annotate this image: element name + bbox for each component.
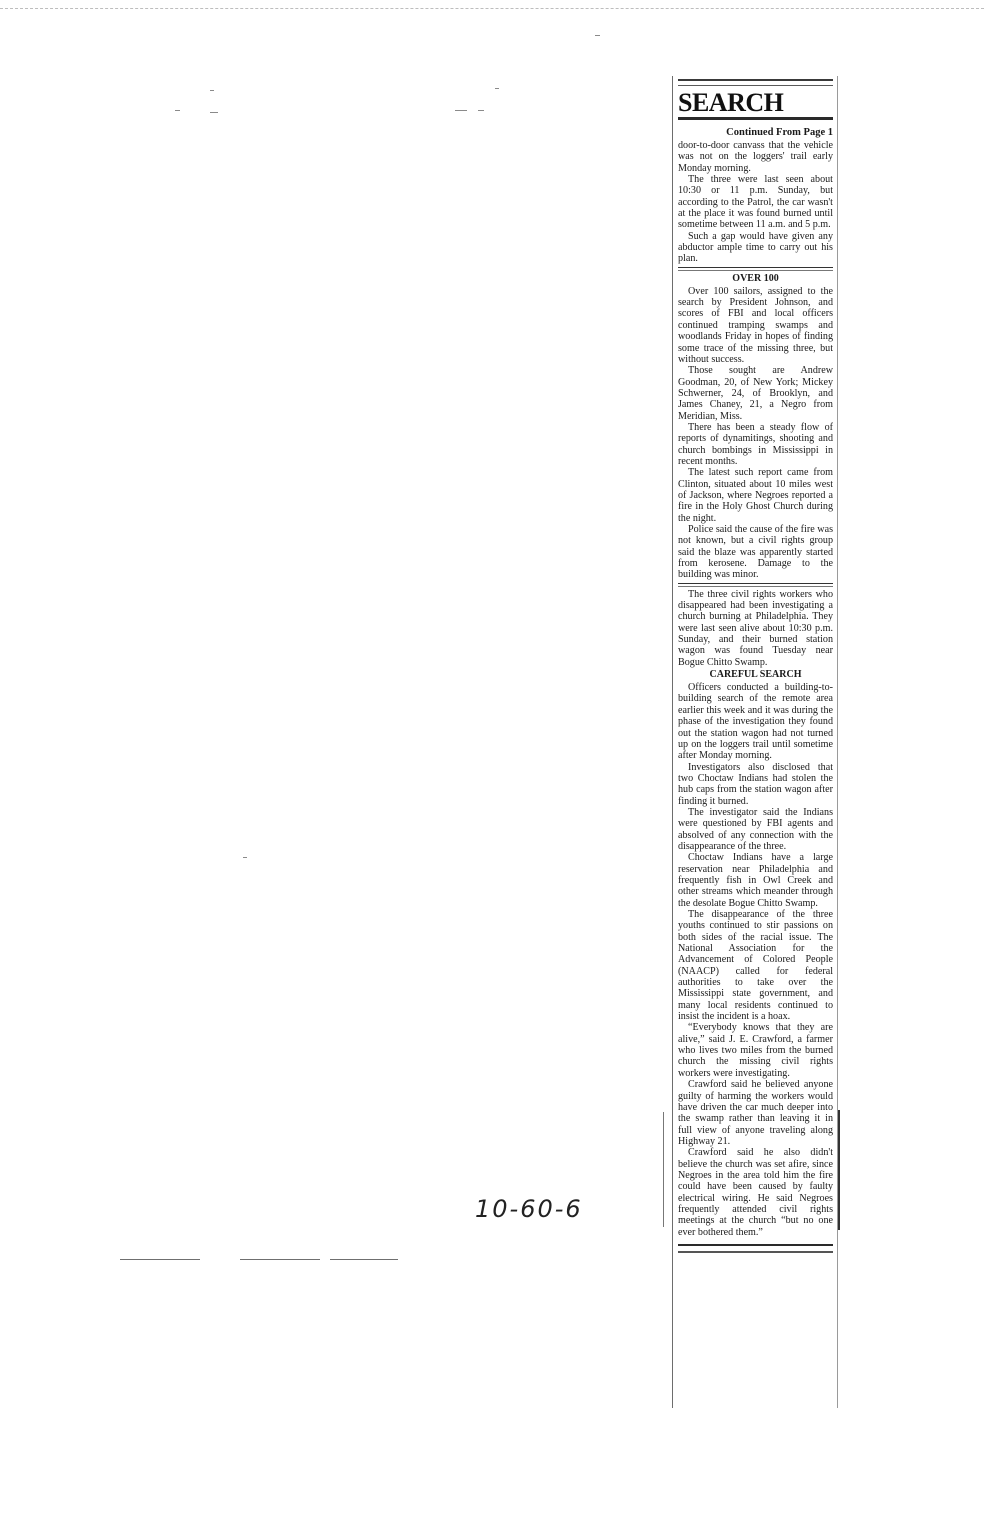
article-paragraph: door-to-door canvass that the vehicle was not on the loggers' trail early Monday morning.	[678, 140, 833, 174]
article-paragraph: The three civil rights workers who disappeared had been investigating a church burning at Philadelphia. They were last seen alive about 10:30 p.m. Sunday, and their burned station wagon was found Tuesday near Bogue Chitto Swamp.	[678, 588, 833, 668]
article-paragraph: Crawford said he believed anyone guilty of harming the workers would have driven the car much deeper into the swamp rather than leaving it in full view of anyone traveling along Highway 21.	[678, 1079, 833, 1147]
article-paragraph: Choctaw Indians have a large reservation near Philadelphia and frequently fish in Owl Creek and other streams which meander through the desolate Bogue Chitto Swamp.	[678, 852, 833, 909]
margin-mark	[838, 1110, 840, 1230]
article-section-b	[678, 286, 833, 581]
article-paragraph: The three were last seen about 10:30 or 11 p.m. Sunday, but according to the Patrol, the car wasn't at the place it was found burned until sometime between 11 a.m. and 5 p.m.	[678, 174, 833, 231]
article-paragraph: Those sought are Andrew Goodman, 20, of New York; Mickey Schwerner, 24, of Brooklyn, and James Chaney, 21, a Negro from Meridian, Miss.	[678, 365, 833, 422]
article-paragraph: There has been a steady flow of reports of dynamitings, shooting and church bombings in Mississippi in recent months.	[678, 421, 833, 467]
clipping-bottom-rule	[678, 1244, 833, 1253]
scan-speck	[210, 90, 214, 91]
scan-line	[330, 1259, 398, 1260]
article-paragraph: Crawford said he also didn't believe the church was set afire, since Negroes in the area told him the fire could have been caused by faulty electrical wiring. He said Negroes frequently attended civil rights meetings at the church “but no one ever bothered them.”	[678, 1147, 833, 1238]
scan-top-edge	[0, 0, 984, 9]
article-paragraph: “Everybody knows that they are alive,” said J. E. Crawford, a farmer who lives two miles from the burned church the missing civil rights workers were investigating.	[678, 1022, 833, 1079]
article-paragraph: Over 100 sailors, assigned to the search by President Johnson, and scores of FBI and local officers continued tramping swamps and woodlands Friday in hopes of finding some trace of the missing three, but without success.	[678, 285, 833, 365]
subhead-over-100: OVER 100	[732, 272, 779, 284]
scan-speck	[595, 35, 600, 36]
clipping-top-rule	[678, 79, 833, 86]
scan-speck	[243, 857, 247, 858]
continued-from-label: Continued From Page 1	[726, 127, 833, 138]
headline: SEARCH	[678, 88, 784, 117]
headline-rule	[678, 117, 833, 123]
scan-line	[120, 1259, 200, 1260]
scan-speck	[210, 112, 218, 113]
article-section-c	[678, 589, 833, 668]
scan-speck	[175, 110, 180, 111]
scan-speck	[478, 110, 484, 111]
article-section-a	[678, 140, 833, 265]
newspaper-clipping	[672, 76, 838, 1408]
margin-mark	[663, 1112, 664, 1227]
section-rule	[678, 267, 833, 271]
article-paragraph: Such a gap would have given any abductor ample time to carry out his plan.	[678, 230, 833, 265]
article-paragraph: The disappearance of the three youths continued to stir passions on both sides of the racial issue. The National Association for the Advancement of Colored People (NAACP) called for federal authorities to take over the Mississippi state government, and many local residents continued to insist the incident is a hoax.	[678, 909, 833, 1023]
article-paragraph: Officers conducted a building-to-building search of the remote area earlier this week and it was during the phase of the investigation they found out the station wagon had not turned up on the loggers trail until sometime after Monday morning.	[678, 682, 833, 762]
subhead-careful-search: CAREFUL SEARCH	[709, 669, 802, 681]
handwritten-file-number: 10-60-6	[475, 1195, 583, 1223]
article-paragraph: The latest such report came from Clinton, situated about 10 miles west of Jackson, where Negroes reported a fire in the Holy Ghost Church during the night.	[678, 467, 833, 524]
scan-speck	[495, 88, 499, 89]
article-paragraph: The investigator said the Indians were questioned by FBI agents and absolved of any connection with the disappearance of the three.	[678, 806, 833, 852]
article-paragraph: Investigators also disclosed that two Choctaw Indians had stolen the hub caps from the station wagon after finding it burned.	[678, 761, 833, 807]
scan-speck	[455, 110, 467, 111]
section-rule	[678, 583, 833, 587]
scan-line	[240, 1259, 320, 1260]
article-section-d	[678, 682, 833, 1238]
article-paragraph: Police said the cause of the fire was not known, but a civil rights group said the blaze was apparently started from kerosene. Damage to the building was minor.	[678, 524, 833, 581]
